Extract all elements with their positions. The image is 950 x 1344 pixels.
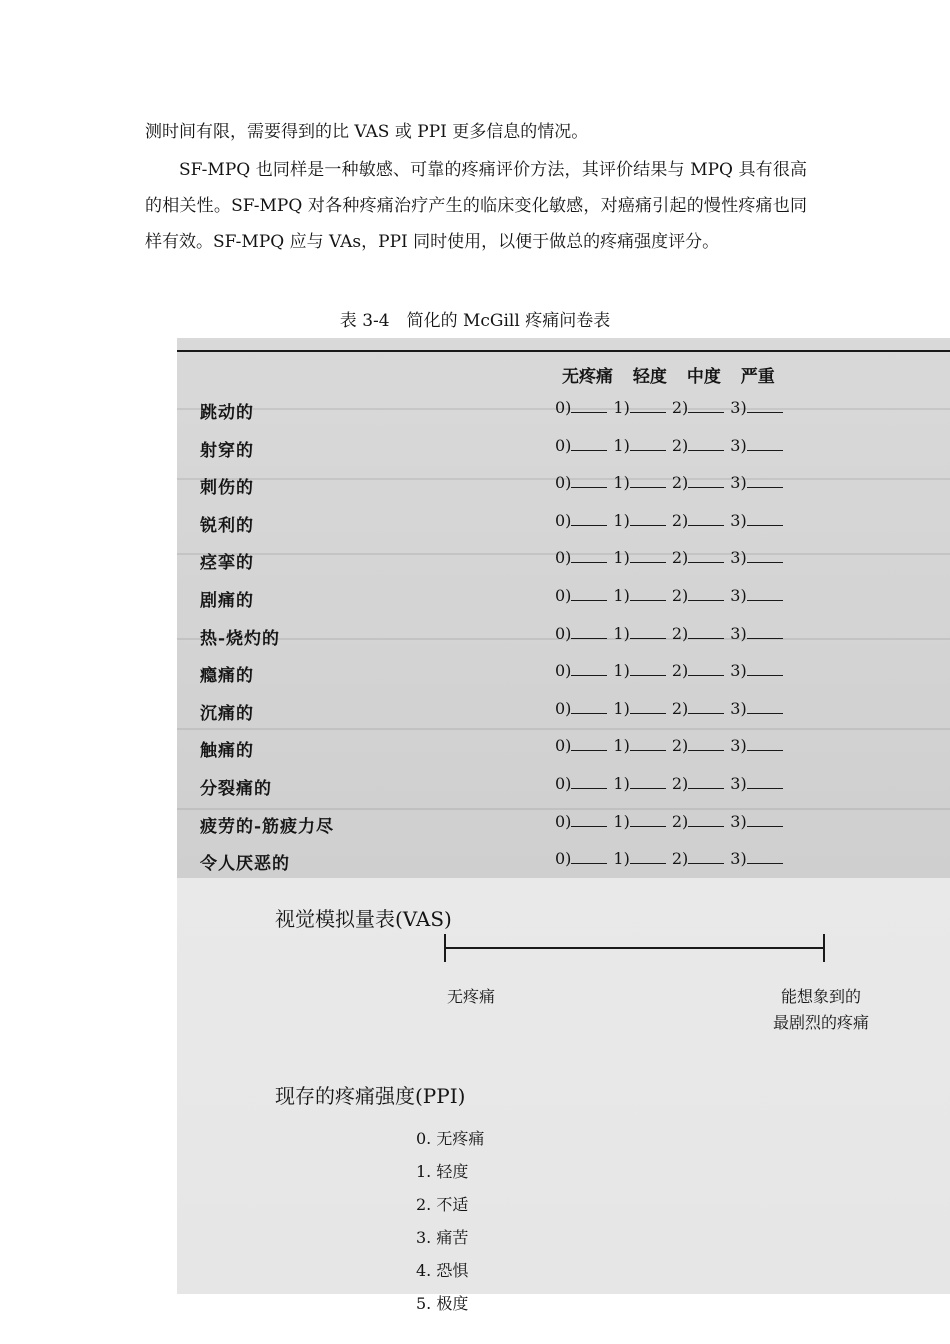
severity-options — [555, 511, 789, 530]
option-number: 1) — [613, 698, 630, 718]
option-number: 3) — [730, 661, 747, 681]
option-number: 3) — [730, 398, 747, 417]
option-number: 0) — [555, 736, 572, 756]
descriptor-label: 触痛的 — [200, 741, 254, 762]
severity-option[interactable] — [613, 473, 665, 492]
answer-blank[interactable] — [747, 812, 783, 827]
answer-blank[interactable] — [688, 774, 724, 789]
answer-blank[interactable] — [630, 586, 666, 601]
severity-option[interactable] — [730, 849, 782, 868]
option-number: 3) — [730, 510, 747, 530]
option-number: 1) — [613, 586, 630, 605]
answer-blank[interactable] — [571, 661, 607, 676]
severity-option[interactable] — [672, 624, 724, 643]
answer-blank[interactable] — [688, 586, 724, 601]
answer-blank[interactable] — [688, 812, 724, 827]
vas-right-label-line2: 最剧烈的疼痛 — [773, 1013, 870, 1032]
answer-blank[interactable] — [747, 586, 783, 601]
option-number: 2) — [671, 586, 689, 605]
descriptor-row — [177, 471, 950, 501]
answer-blank[interactable] — [571, 548, 607, 563]
ppi-item[interactable]: 5. 极度 — [416, 1294, 469, 1313]
option-number: 2) — [671, 849, 689, 869]
severity-options — [555, 849, 789, 868]
descriptor-row — [177, 396, 950, 426]
severity-option[interactable] — [672, 661, 724, 680]
answer-blank[interactable] — [630, 849, 666, 864]
option-number: 1) — [613, 510, 630, 530]
severity-option[interactable] — [613, 511, 665, 530]
vas-scale-line[interactable] — [444, 947, 825, 949]
descriptor-row — [177, 546, 950, 576]
option-number: 1) — [613, 398, 630, 417]
option-number: 2) — [671, 811, 689, 831]
ppi-item[interactable]: 1. 轻度 — [416, 1162, 469, 1181]
vas-left-label: 无疼痛 — [447, 987, 496, 1006]
answer-blank[interactable] — [571, 586, 607, 601]
descriptor-row — [177, 734, 950, 764]
severity-option[interactable] — [555, 699, 607, 718]
option-number: 2) — [671, 736, 689, 756]
descriptor-row — [177, 697, 950, 727]
answer-blank[interactable] — [688, 548, 724, 563]
option-number: 1) — [613, 849, 630, 869]
header-mild: 轻度 — [632, 367, 667, 387]
severity-option[interactable] — [730, 699, 782, 718]
answer-blank[interactable] — [688, 436, 724, 451]
descriptor-row — [177, 659, 950, 689]
option-number: 1) — [613, 473, 630, 493]
severity-option[interactable] — [672, 699, 724, 718]
descriptor-row — [177, 622, 950, 652]
answer-blank[interactable] — [571, 624, 607, 639]
severity-option[interactable] — [555, 473, 607, 492]
option-number: 1) — [613, 623, 630, 643]
severity-option[interactable] — [555, 624, 607, 643]
ppi-item[interactable]: 3. 痛苦 — [416, 1228, 469, 1247]
option-number: 3) — [730, 811, 747, 831]
option-number: 0) — [555, 548, 572, 568]
descriptor-label: 射穿的 — [200, 440, 254, 461]
ppi-list — [416, 1122, 484, 1320]
ppi-item[interactable]: 0. 无疼痛 — [416, 1129, 485, 1148]
severity-option[interactable] — [613, 774, 665, 793]
severity-option[interactable] — [672, 511, 724, 530]
answer-blank[interactable] — [571, 473, 607, 488]
severity-options — [555, 436, 789, 455]
option-number: 2) — [671, 398, 689, 417]
answer-blank[interactable] — [630, 812, 666, 827]
option-number: 3) — [730, 473, 747, 493]
option-number: 0) — [555, 811, 572, 831]
answer-blank[interactable] — [571, 699, 607, 714]
answer-blank[interactable] — [630, 473, 666, 488]
severity-option[interactable] — [613, 398, 665, 417]
option-number: 3) — [730, 586, 747, 605]
option-number: 2) — [671, 774, 689, 793]
answer-blank[interactable] — [571, 812, 607, 827]
answer-blank[interactable] — [630, 699, 666, 714]
severity-option[interactable] — [672, 548, 724, 567]
severity-options — [555, 736, 789, 755]
severity-option[interactable] — [613, 436, 665, 455]
descriptor-label: 瘾痛的 — [200, 666, 254, 687]
option-number: 2) — [671, 661, 689, 681]
descriptor-row — [177, 772, 950, 802]
severity-option[interactable] — [613, 586, 665, 605]
header-severe: 严重 — [740, 367, 775, 387]
vas-right-tick — [823, 934, 825, 962]
option-number: 0) — [555, 849, 572, 869]
answer-blank[interactable] — [630, 774, 666, 789]
paragraph-2: SF-MPQ 也同样是一种敏感、可靠的疼痛评价方法，其评价结果与 MPQ 具有很高的相关性。SF-MPQ 对各种疼痛治疗产生的临床变化敏感，对癌痛引起的慢性疼痛也同样有效。SF-MPQ 应与 VAs，PPI 同时使用，以便于做总的疼痛强度评分。 — [145, 160, 807, 252]
descriptor-row — [177, 847, 950, 877]
severity-option[interactable] — [672, 586, 724, 605]
severity-option[interactable] — [613, 812, 665, 831]
answer-blank[interactable] — [571, 511, 607, 526]
descriptor-row — [177, 434, 950, 464]
option-number: 2) — [671, 623, 689, 643]
severity-option[interactable] — [555, 661, 607, 680]
option-number: 0) — [555, 661, 572, 681]
table-caption: 表 3-4 简化的 McGill 疼痛问卷表 — [339, 311, 611, 331]
option-number: 3) — [730, 774, 747, 793]
ppi-title: 现存的疼痛强度(PPI) — [275, 1084, 466, 1108]
answer-blank[interactable] — [747, 774, 783, 789]
option-number: 2) — [671, 698, 689, 718]
descriptor-row — [177, 584, 950, 614]
option-number: 0) — [555, 473, 572, 493]
answer-blank[interactable] — [747, 511, 783, 526]
descriptor-label: 跳动的 — [200, 403, 254, 423]
option-number: 1) — [613, 661, 630, 681]
severity-options — [555, 624, 789, 643]
severity-option[interactable] — [613, 736, 665, 755]
descriptor-label: 剧痛的 — [200, 591, 254, 611]
option-number: 1) — [613, 736, 630, 756]
option-number: 1) — [613, 811, 630, 831]
option-number: 0) — [555, 623, 572, 643]
answer-blank[interactable] — [688, 511, 724, 526]
severity-option[interactable] — [730, 398, 782, 417]
severity-option[interactable] — [613, 699, 665, 718]
severity-option[interactable] — [555, 736, 607, 755]
answer-blank[interactable] — [630, 624, 666, 639]
option-number: 3) — [730, 698, 747, 718]
severity-option[interactable] — [555, 436, 607, 455]
option-number: 2) — [671, 473, 689, 493]
descriptor-label: 疲劳的-筋疲力尽 — [200, 816, 335, 837]
severity-option[interactable] — [672, 849, 724, 868]
option-number: 2) — [671, 510, 689, 530]
severity-options — [555, 774, 789, 793]
vas-right-label-line1: 能想象到的 — [781, 987, 862, 1006]
answer-blank[interactable] — [747, 436, 783, 451]
answer-blank[interactable] — [747, 548, 783, 563]
severity-header — [562, 362, 789, 387]
severity-option[interactable] — [672, 473, 724, 492]
answer-blank[interactable] — [688, 699, 724, 714]
vas-title: 视觉模拟量表(VAS) — [275, 907, 452, 931]
answer-blank[interactable] — [571, 774, 607, 789]
answer-blank[interactable] — [747, 736, 783, 751]
severity-option[interactable] — [555, 511, 607, 530]
descriptor-row — [177, 509, 950, 539]
ppi-item[interactable]: 4. 恐惧 — [416, 1261, 469, 1280]
option-number: 1) — [613, 435, 630, 455]
descriptor-label: 刺伤的 — [200, 478, 254, 499]
severity-option[interactable] — [613, 661, 665, 680]
answer-blank[interactable] — [688, 849, 724, 864]
answer-blank[interactable] — [747, 473, 783, 488]
severity-option[interactable] — [555, 774, 607, 793]
severity-option[interactable] — [555, 398, 607, 417]
answer-blank[interactable] — [688, 661, 724, 676]
option-number: 0) — [555, 435, 572, 455]
answer-blank[interactable] — [571, 398, 607, 413]
option-number: 3) — [730, 435, 747, 455]
answer-blank[interactable] — [571, 849, 607, 864]
descriptor-row — [177, 810, 950, 840]
severity-option[interactable] — [672, 436, 724, 455]
answer-blank[interactable] — [747, 849, 783, 864]
severity-options — [555, 812, 789, 831]
severity-option[interactable] — [730, 473, 782, 492]
severity-option[interactable] — [730, 661, 782, 680]
severity-options — [555, 548, 789, 567]
severity-options — [555, 586, 789, 605]
answer-blank[interactable] — [747, 699, 783, 714]
severity-option[interactable] — [730, 812, 782, 831]
ppi-item[interactable]: 2. 不适 — [416, 1195, 469, 1214]
option-number: 1) — [613, 548, 630, 568]
option-number: 3) — [730, 849, 747, 869]
answer-blank[interactable] — [571, 436, 607, 451]
answer-blank[interactable] — [630, 511, 666, 526]
severity-option[interactable] — [672, 398, 724, 417]
answer-blank[interactable] — [747, 661, 783, 676]
answer-blank[interactable] — [747, 398, 783, 413]
severity-option[interactable] — [555, 812, 607, 831]
severity-option[interactable] — [730, 586, 782, 605]
severity-option[interactable] — [730, 736, 782, 755]
answer-blank[interactable] — [630, 398, 666, 413]
answer-blank[interactable] — [571, 736, 607, 751]
questionnaire-scan — [177, 338, 950, 1313]
answer-blank[interactable] — [630, 548, 666, 563]
severity-option[interactable] — [730, 624, 782, 643]
descriptor-label: 锐利的 — [200, 515, 254, 536]
option-number: 3) — [730, 623, 747, 643]
answer-blank[interactable] — [630, 436, 666, 451]
paragraph-1: 测时间有限，需要得到的比 VAS 或 PPI 更多信息的情况。 — [145, 122, 589, 142]
option-number: 3) — [730, 548, 747, 568]
answer-blank[interactable] — [630, 661, 666, 676]
severity-option[interactable] — [672, 736, 724, 755]
answer-blank[interactable] — [688, 624, 724, 639]
descriptor-label: 分裂痛的 — [200, 779, 272, 799]
header-moderate: 中度 — [686, 367, 721, 387]
option-number: 0) — [555, 698, 572, 718]
option-number: 0) — [555, 510, 572, 530]
option-number: 2) — [671, 435, 689, 455]
option-number: 0) — [555, 774, 572, 793]
severity-option[interactable] — [555, 548, 607, 567]
severity-option[interactable] — [613, 548, 665, 567]
option-number: 0) — [555, 398, 572, 417]
answer-blank[interactable] — [747, 624, 783, 639]
severity-option[interactable] — [730, 774, 782, 793]
severity-options — [555, 398, 789, 417]
option-number: 1) — [613, 774, 630, 793]
answer-blank[interactable] — [688, 736, 724, 751]
severity-option[interactable] — [555, 849, 607, 868]
severity-option[interactable] — [730, 548, 782, 567]
severity-options — [555, 661, 789, 680]
answer-blank[interactable] — [688, 473, 724, 488]
severity-option[interactable] — [613, 849, 665, 868]
vas-right-label — [773, 984, 869, 1036]
severity-options — [555, 473, 789, 492]
table-top-rule — [177, 350, 950, 352]
descriptor-label: 沉痛的 — [200, 703, 254, 724]
option-number: 2) — [671, 548, 689, 568]
severity-option[interactable] — [555, 586, 607, 605]
descriptor-label: 痉挛的 — [200, 553, 254, 574]
severity-option[interactable] — [730, 511, 782, 530]
descriptor-label: 令人厌恶的 — [200, 854, 290, 875]
severity-option[interactable] — [730, 436, 782, 455]
answer-blank[interactable] — [688, 398, 724, 413]
header-none: 无疼痛 — [562, 367, 613, 387]
severity-option[interactable] — [672, 812, 724, 831]
answer-blank[interactable] — [630, 736, 666, 751]
severity-options — [555, 699, 789, 718]
descriptor-label: 热-烧灼的 — [200, 628, 281, 649]
option-number: 0) — [555, 586, 572, 605]
severity-option[interactable] — [613, 624, 665, 643]
option-number: 3) — [730, 736, 747, 756]
severity-option[interactable] — [672, 774, 724, 793]
